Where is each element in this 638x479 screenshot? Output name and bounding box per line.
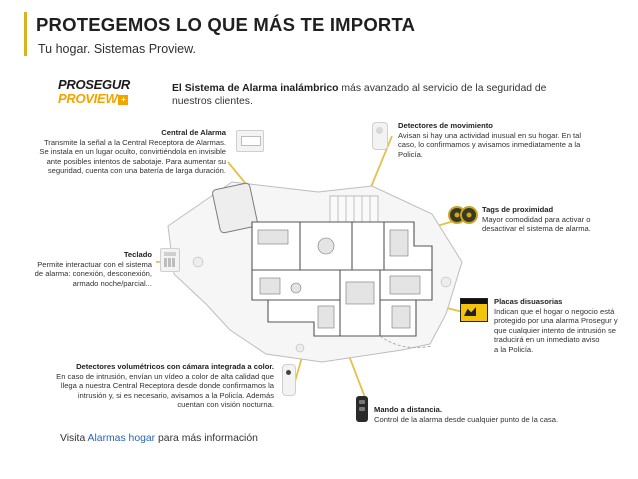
callout-plates-line: que cualquier intento de intrusión se — [494, 325, 617, 335]
keypad-icon — [160, 248, 180, 272]
callout-keypad-line: de alarma: conexión, desconexión, — [34, 269, 152, 279]
callout-central-title: Central de Alarma — [161, 128, 226, 137]
deterrent-plate-icon — [460, 298, 488, 322]
callout-keypad — [14, 250, 152, 288]
alarm-central-icon — [236, 130, 264, 152]
callout-motion-title: Detectores de movimiento — [398, 121, 493, 130]
callout-camera-title: Detectores volumétricos con cámara integrada a color. — [76, 362, 274, 371]
callout-proximity-line: Mayor comodidad para activar o — [482, 214, 591, 224]
callout-central-line: ante posibles intentos de sabotaje. Para aumentar su — [46, 156, 226, 166]
callout-camera-line: llega a nuestra Central Receptora desde donde confirmamos la — [60, 381, 274, 391]
intro-rest: más avanzado al servicio de la seguridad de nuestros clientes. — [172, 83, 547, 107]
callout-central-line: seguridad, cuenta con una batería de larga duración. — [47, 166, 226, 176]
callout-plates-line: Indican que el hogar o negocio está — [494, 306, 615, 316]
logo-proview-text: PROVIEW — [58, 91, 118, 106]
callout-plates-title: Placas disuasorias — [494, 297, 563, 306]
callout-plates-line: traducirá en un inmediato aviso — [494, 335, 600, 345]
proximity-tag-icon — [448, 204, 478, 226]
callout-plates — [494, 297, 628, 355]
callout-central-line: Transmite la señal a la Central Receptora de Alarmas. — [43, 137, 226, 147]
callout-proximity-title: Tags de proximidad — [482, 205, 554, 214]
logo-prosegur-text: PROSEGUR — [58, 77, 131, 92]
callout-plates-line: protegido por una alarma Prosegur y — [494, 316, 618, 326]
callout-remote — [374, 405, 604, 424]
logo-badge-icon: + — [118, 95, 128, 105]
callout-motion-line: Policía. — [398, 149, 423, 159]
callout-camera-line: intrusión y, si es necesario, avisamos a la Policía. Además — [77, 390, 274, 400]
callout-camera-line: cuentan con visión nocturna. — [177, 400, 274, 410]
motion-detector-icon — [372, 122, 388, 150]
callout-central-line: Se instala en un lugar oculto, convirtiéndola en invisible — [39, 147, 226, 157]
page-title: PROTEGEMOS LO QUE MÁS TE IMPORTA — [36, 14, 416, 35]
callout-keypad-title: Teclado — [123, 250, 152, 259]
callout-motion-line: Avisan si hay una actividad inusual en su hogar. En tal — [398, 130, 582, 140]
footer-text — [60, 433, 258, 444]
callout-camera — [10, 362, 274, 410]
callout-proximity — [482, 205, 622, 234]
callout-plates-line: a la Policía. — [494, 344, 534, 354]
callout-keypad-line: armado noche/parcial... — [72, 278, 152, 288]
callout-central — [18, 128, 226, 176]
intro-highlight: El Sistema de Alarma inalámbrico — [172, 83, 339, 94]
camera-detector-icon — [282, 364, 296, 396]
callout-motion-line: caso, lo confirmamos y avisamos inmediatamente a la — [398, 140, 581, 150]
remote-control-icon — [356, 396, 368, 422]
footer-suffix: para más información — [155, 433, 258, 444]
callout-remote-line: Control de la alarma desde cualquier punto de la casa. — [374, 414, 559, 424]
callout-camera-line: En caso de intrusión, envían un vídeo a color de alta calidad que — [56, 371, 274, 381]
callout-motion — [398, 121, 598, 159]
callout-keypad-line: Permite interactuar con el sistema — [37, 259, 152, 269]
footer-prefix: Visita — [60, 433, 88, 444]
callout-remote-title: Mando a distancia. — [374, 405, 442, 414]
page-subtitle: Tu hogar. Sistemas Proview. — [38, 42, 196, 56]
alarmas-hogar-link[interactable]: Alarmas hogar — [87, 433, 156, 444]
callout-proximity-line: desactivar el sistema de alarma. — [482, 224, 591, 234]
